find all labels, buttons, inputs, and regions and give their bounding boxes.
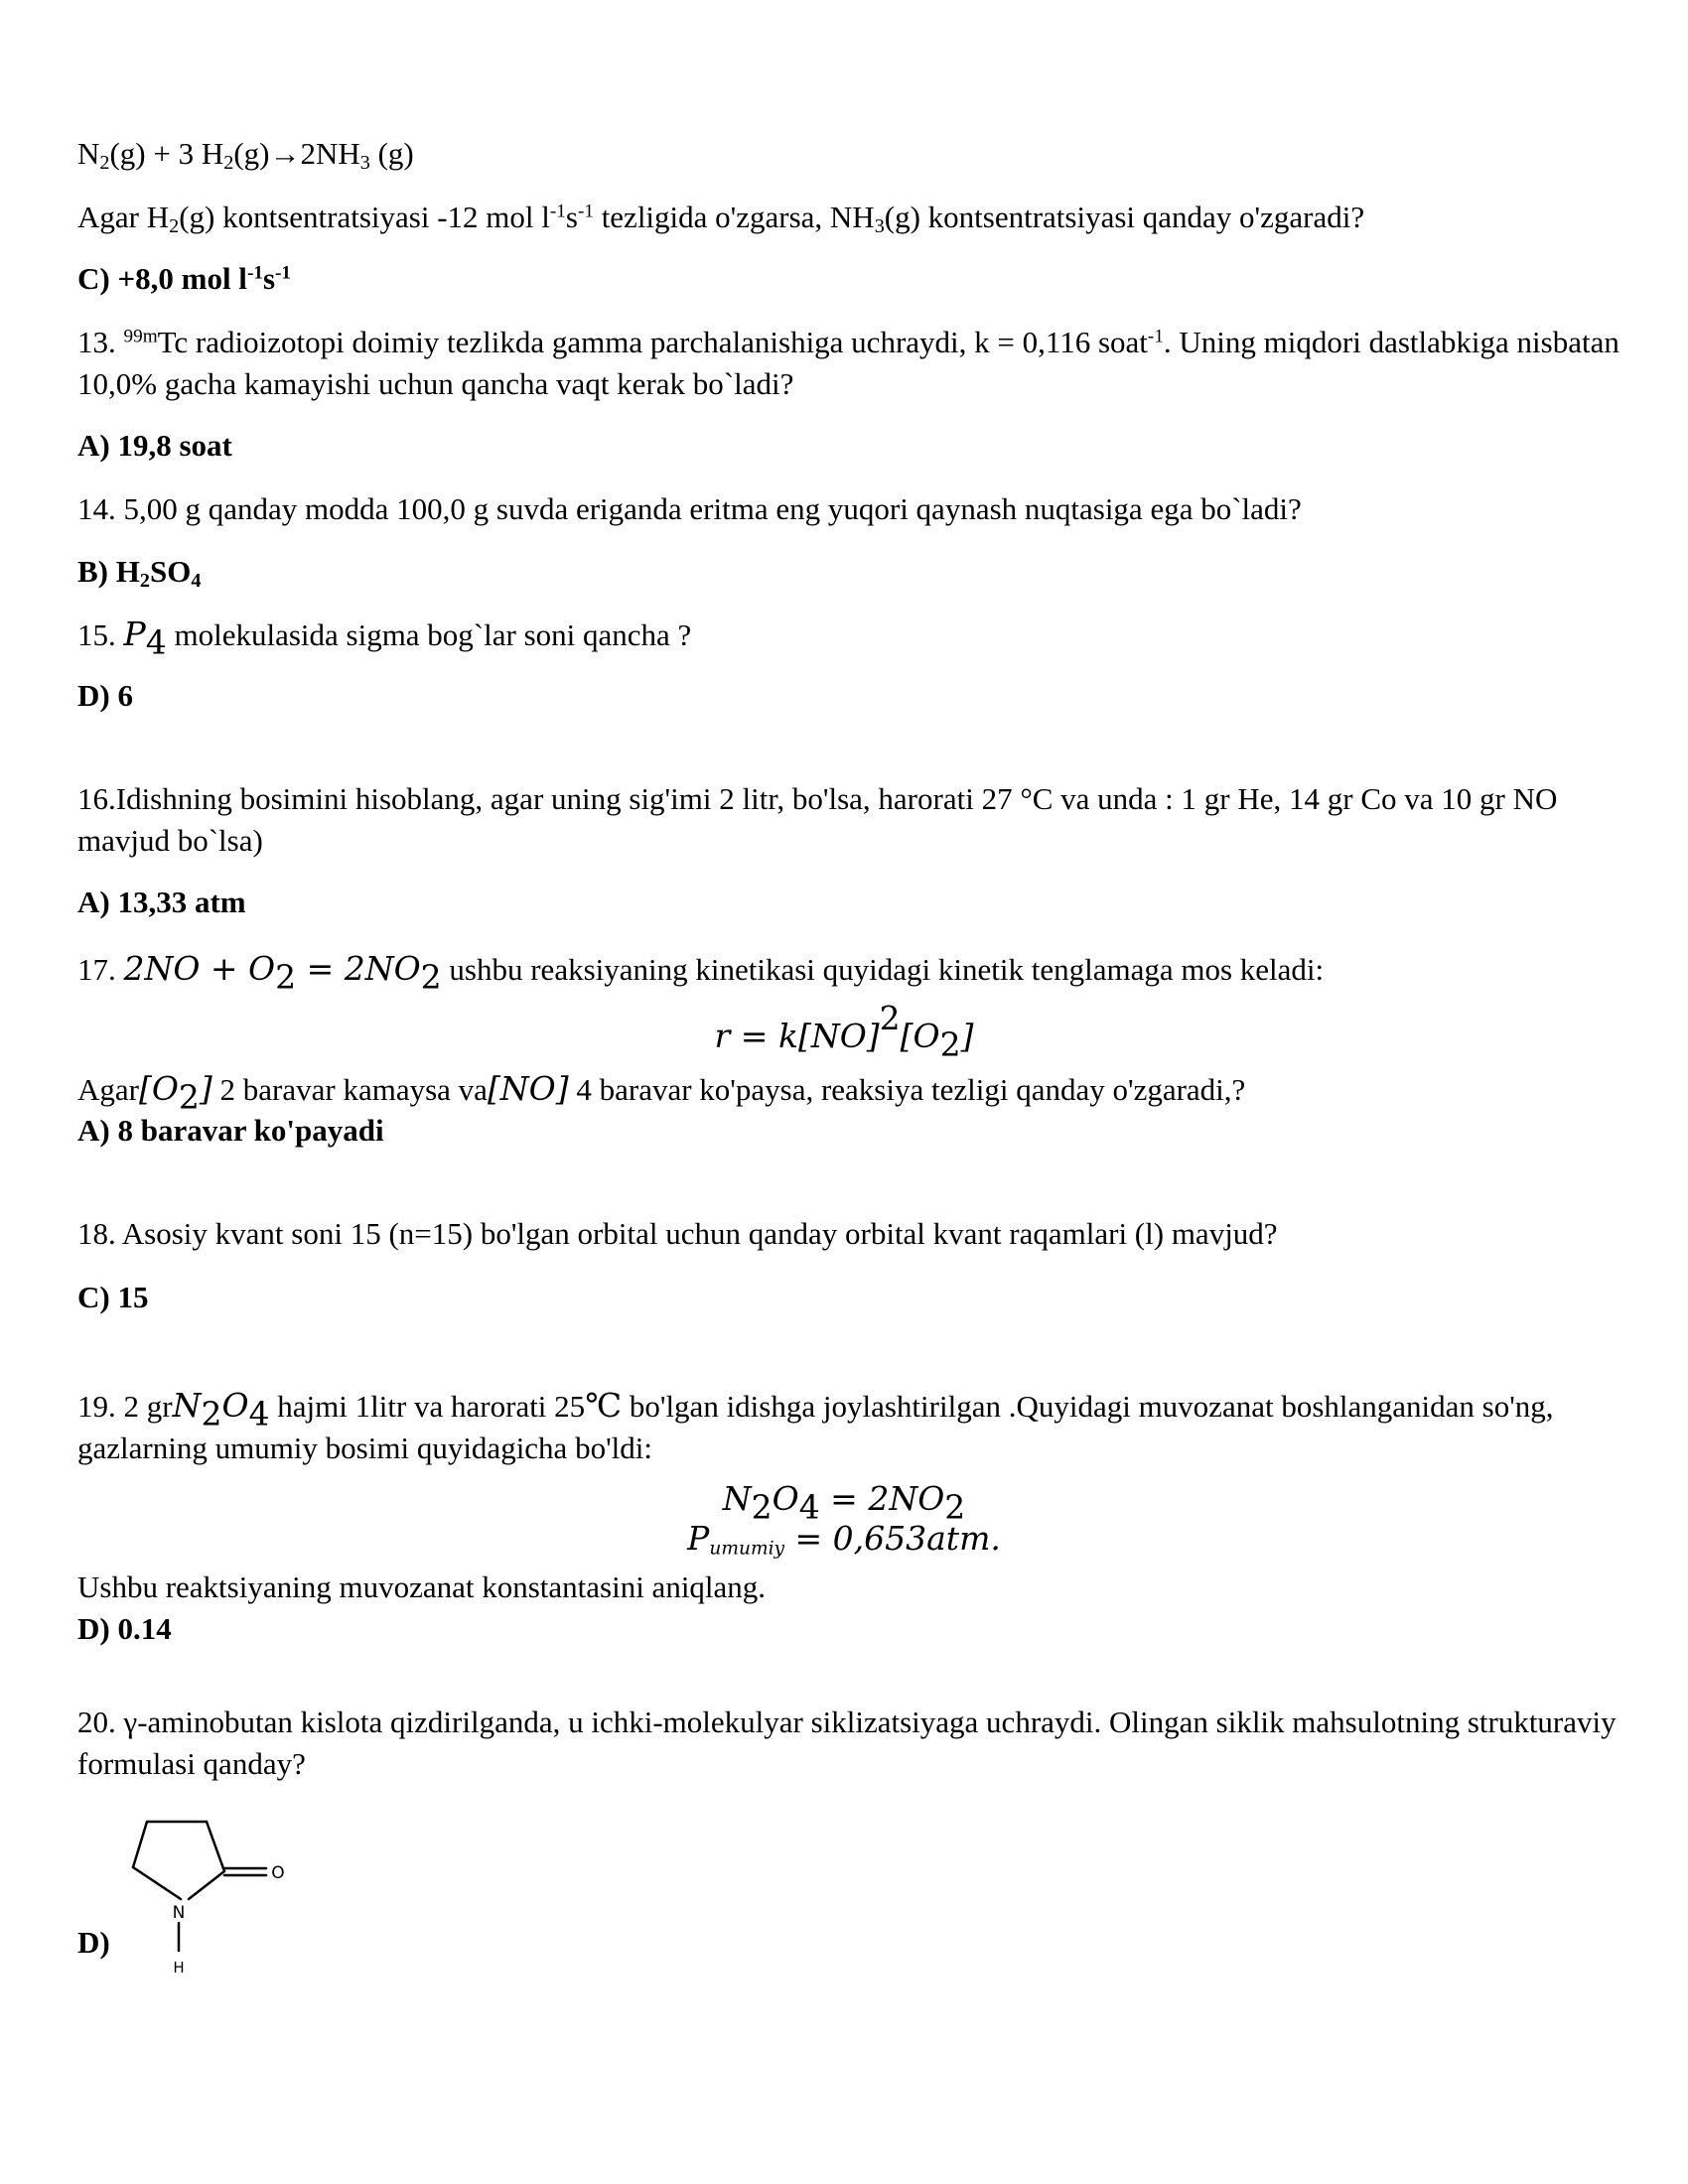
q19-answer: D) 0.14 [77,1611,172,1646]
q19-question: 19. 2 $grN_2O_4$ hajmi 1litr va harorati 25℃ bo'lgan idishga joylashtirilgan .Quyidagi muvozanat boshlanganidan so'ng, gazlarning umumiy bosimi quyidagicha bo'ldi: [77,1386,1554,1465]
q13-question: 13. $^{99m}$Tc radioizotopi doimiy tezlikda gamma parchalanishiga uchraydi, k = 0,116 soat$^{-1}$. Uning miqdori dastlabkiga nisbatan 10,0% gacha kamayishi uchun qancha vaqt kerak bo`ladi? [77,325,1619,401]
atom-o: O [271,1863,285,1883]
atom-h: H [173,1959,185,1977]
q17-answer: A) 8 baravar ko'payadi [77,1113,384,1148]
q18-answer: C) 15 [77,1280,149,1314]
q20-question: 20. γ-aminobutan kislota qizdirilganda, u ichki-molekulyar siklizatsiyaga uchraydi. Olingan siklik mahsulotning strukturaviy formulasi qanday? [77,1705,1617,1781]
q14-answer: B) $H_2SO_4$ [77,554,202,593]
q19-equilibrium-equation: $N_2O_4 = 2NO_2$ [722,1479,966,1527]
q17-rate-equation: $r = k[NO]^2[O_2]$ [714,998,974,1064]
q19-pressure-equation: $P_{umumiy} = 0,653atm$. [687,1519,1001,1560]
q17-question: 17. $2NO + O_2 = 2NO_2$ ushbu reaksiyaning kinetikasi quyidagi kinetik tenglamaga mos keladi: [77,949,1325,997]
q12-equation: $N_2(g) + 3$ $H_2(g)\to 2NH_3$ (g) [77,136,414,175]
q16-question: 16.Idishning bosimini hisoblang, agar uning sig'imi 2 litr, bo'lsa, harorati 27 °C va unda : 1 gr He, 14 gr Co va 10 gr NO mavjud bo`lsa) [77,781,1558,858]
q16-answer: A) 13,33 atm [77,885,246,919]
q20-answer: D) [77,1925,110,1960]
q12-question: Agar $H_2(g)$ kontsentratsiyasi -12 mol $l^{-1}s^{-1}$ tezligida o'zgarsa, $NH_3(g)$ kontsentratsiyasi qanday o'zgaradi? [77,200,1365,238]
ring-bond [133,1822,147,1867]
q19-task: Ushbu reaktsiyaning muvozanat konstantasini aniqlang. [77,1570,767,1604]
q18-question: 18. Asosiy kvant soni 15 (n=15) bo'lgan orbital uchun qanday orbital kvant raqamlari (l) mavjud? [77,1216,1278,1251]
ring-bond [207,1822,224,1871]
q15-answer: D) 6 [77,678,133,713]
atom-n: N [172,1903,186,1923]
q17-condition: $Agar[O_2]$ 2 baravar kamaysa va[NO] 4 baravar ko'paysa, reaksiya tezligi qanday o'zgaradi,? [77,1069,1246,1117]
q14-question: 14. 5,00 g qanday modda 100,0 g suvda eriganda eritma eng yuqori qaynash nuqtasiga ega bo`ladi? [77,491,1302,526]
q15-question: 15. $P_4$ molekulasida sigma bog`lar soni qancha ? [77,614,692,662]
ring-bond [133,1867,181,1899]
ring-bond [189,1871,224,1899]
q13-answer: A) 19,8 soat [77,428,232,463]
q12-answer: C) +8,0 mol $l^{-1}s^{-1}$ [77,261,292,296]
